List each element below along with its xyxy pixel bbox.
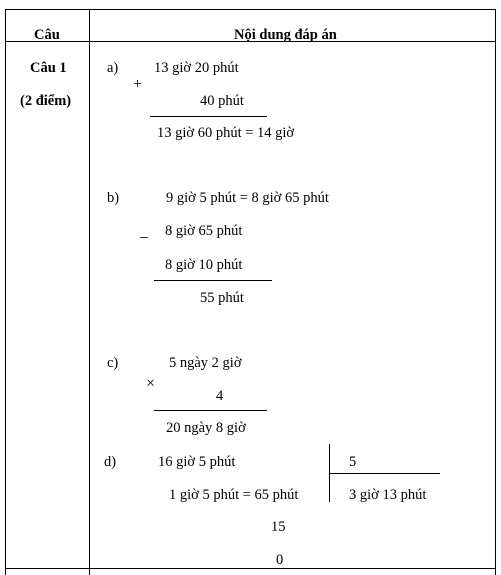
part-d-divisor: 5: [349, 454, 357, 470]
part-b-line0: 9 giờ 5 phút = 8 giờ 65 phút: [166, 190, 329, 206]
part-d-dividend: 16 giờ 5 phút: [158, 454, 236, 470]
part-a-line2: 40 phút: [200, 93, 244, 109]
part-b-line1: 8 giờ 65 phút: [165, 223, 243, 239]
part-c-result: 20 ngày 8 giờ: [166, 420, 246, 436]
plus-operator: +: [133, 76, 143, 93]
column-divider: [89, 9, 90, 575]
question-title: Câu 1: [30, 60, 67, 76]
part-d-quotient: 3 giờ 13 phút: [349, 487, 427, 503]
question-points: (2 điểm): [20, 93, 72, 109]
multiply-operator: ×: [146, 375, 156, 392]
part-b-result: 55 phút: [200, 290, 244, 306]
row-divider: [5, 568, 496, 569]
part-a-result: 13 giờ 60 phút = 14 giờ: [157, 125, 295, 141]
part-d-remainder: 0: [276, 552, 284, 568]
part-a-line1: 13 giờ 20 phút: [154, 60, 239, 76]
part-c-line1: 5 ngày 2 giờ: [169, 355, 242, 371]
header-question: Câu: [34, 27, 60, 43]
part-d-step1: 1 giờ 5 phút = 65 phút: [169, 487, 299, 503]
part-d-step2: 15: [271, 519, 286, 535]
part-c-label: c): [107, 355, 119, 371]
part-b-line2: 8 giờ 10 phút: [165, 257, 243, 273]
part-b-rule: [154, 280, 272, 281]
header-content: Nội dung đáp án: [234, 27, 337, 43]
minus-operator: _: [140, 223, 148, 240]
part-a-label: a): [107, 60, 119, 76]
part-d-label: d): [104, 454, 117, 470]
part-c-rule: [154, 410, 267, 411]
part-c-line2: 4: [216, 388, 224, 404]
part-a-rule: [150, 116, 267, 117]
division-horizontal-rule: [329, 473, 440, 474]
part-b-label: b): [107, 190, 120, 206]
